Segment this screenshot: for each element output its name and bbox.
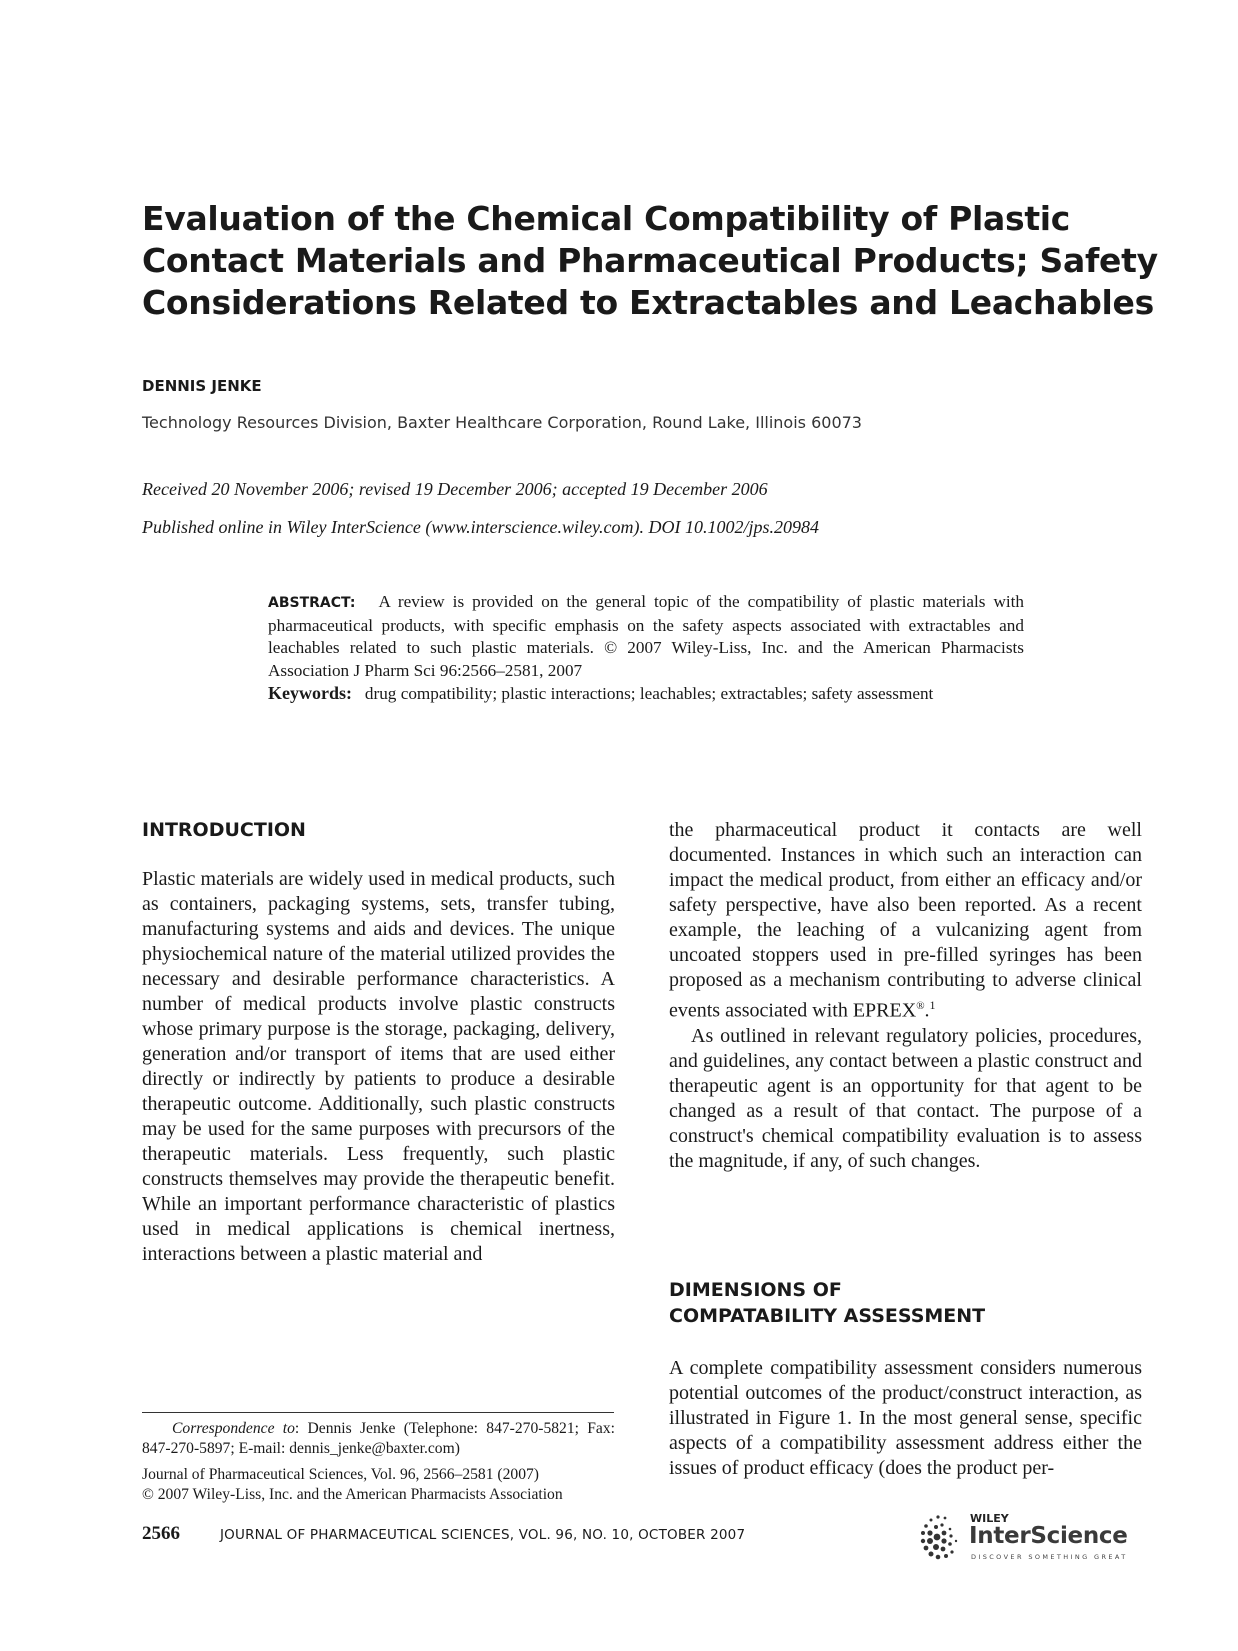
author-affiliation: Technology Resources Division, Baxter Healthcare Corporation, Round Lake, Illinois 60073 [142, 413, 862, 432]
section-heading-introduction: INTRODUCTION [142, 819, 306, 841]
journal-citation: Journal of Pharmaceutical Sciences, Vol. 96, 2566–2581 (2007) [142, 1466, 539, 1483]
title-line: Considerations Related to Extractables and Leachables [142, 283, 1154, 322]
publisher-name: WILEY [970, 1512, 1009, 1525]
intro-paragraph-continued: the pharmaceutical product it contacts are well documented. Instances in which such an interaction can impact the medical product, from either an efficacy and/or safety perspective, have also been reported. As a recent example, the leaching of a vulcanizing agent from uncoated stoppers used in pre-filled syringes has been proposed as a mechanism contributing to adverse clinical events associated with EPREX®.$^1$ [669, 819, 1142, 1022]
copyright-note: © 2007 Wiley-Liss, Inc. and the American Pharmacists Association [142, 1486, 563, 1503]
right-column-top [669, 818, 1142, 1174]
footnote [142, 1419, 615, 1505]
abstract [268, 591, 1024, 706]
abstract-label: ABSTRACT: [268, 595, 356, 611]
page-number: 2566 [142, 1523, 180, 1544]
correspondence-label: Correspondence to [172, 1420, 295, 1437]
intro-paragraph-2: As outlined in relevant regulatory policies, procedures, and guidelines, any contact between a plastic construct and therapeutic agent is an opportunity for that agent to be changed as a result of that contact. The purpose of a construct's chemical compatibility evaluation is to assess the magnitude, if any, of such changes. [669, 1024, 1142, 1172]
footnote-rule [142, 1412, 614, 1413]
section-heading-line: DIMENSIONS OF [669, 1279, 842, 1301]
running-footer: JOURNAL OF PHARMACEUTICAL SCIENCES, VOL. 96, NO. 10, OCTOBER 2007 [220, 1527, 746, 1543]
correspondence-text: : Dennis Jenke (Telephone: 847-270-5821; Fax: 847-270-5897; E-mail: dennis_jenke@baxter.com) [142, 1420, 615, 1457]
left-column [142, 867, 615, 1267]
author-name: DENNIS JENKE [142, 377, 262, 395]
publication-info: Published online in Wiley InterScience (www.interscience.wiley.com). DOI 10.1002/jps.20984 [142, 517, 820, 537]
brand-tagline: DISCOVER SOMETHING GREAT [971, 1553, 1128, 1561]
registered-mark: ® [916, 1000, 925, 1012]
keywords-text: drug compatibility; plastic interactions; leachables; extractables; safety assessment [364, 684, 934, 703]
wiley-interscience-globe-icon [916, 1511, 966, 1563]
reference-marker: 1 [929, 998, 936, 1012]
title-line: Contact Materials and Pharmaceutical Products; Safety [142, 241, 1158, 280]
dimensions-paragraph: A complete compatibility assessment considers numerous potential outcomes of the product/construct interaction, as illustrated in Figure 1. In the most general sense, specific aspects of a compatibility assessment address either the issues of product efficacy (does the product per- [669, 1357, 1142, 1479]
abstract-text: A review is provided on the general topic of the compatibility of plastic materials with pharmaceutical products, with specific emphasis on the safety aspects associated with extractables and leachables related to such plastic materials. © 2007 Wiley-Liss, Inc. and the American Pharmacists Association J Pharm Sci 96:2566–2581, 2007 [268, 592, 1025, 680]
keywords-label: Keywords: [268, 683, 352, 703]
correspondence-note [142, 1419, 615, 1459]
intro-continued-text: the pharmaceutical product it contacts are well documented. Instances in which such an interaction can impact the medical product, from either an efficacy and/or safety perspective, have also been reported. As a recent example, the leaching of a vulcanizing agent from uncoated stoppers used in pre-filled syringes has been proposed as a mechanism contributing to adverse clinical events associated with EPREX [669, 819, 1142, 1022]
intro-paragraph: Plastic materials are widely used in medical products, such as containers, packaging systems, sets, transfer tubing, manufacturing systems and aids and devices. The unique physiochemical nature of the material utilized provides the necessary and desirable performance characteristics. A number of medical products involve plastic constructs whose primary purpose is the storage, packaging, delivery, generation and/or transport of items that are used either directly or indirectly by patients to produce a desirable therapeutic outcome. Additionally, such plastic constructs may be used for the same purposes with precursors of the therapeutic materials. Less frequently, such plastic constructs themselves may provide the therapeutic benefit. While an important performance characteristic of plastics used in medical applications is chemical inertness, interactions between a plastic material and [142, 868, 615, 1265]
section-heading-line: COMPATABILITY ASSESSMENT [669, 1305, 986, 1327]
wiley-interscience-logo [916, 1511, 1146, 1563]
right-column-bottom [669, 1356, 1142, 1481]
received-dates: Received 20 November 2006; revised 19 December 2006; accepted 19 December 2006 [142, 479, 768, 499]
title-line: Evaluation of the Chemical Compatibility of Plastic [142, 199, 1071, 238]
article-title [142, 198, 1158, 324]
brand-name: InterScience [969, 1523, 1128, 1549]
section-heading-dimensions [669, 1277, 985, 1329]
